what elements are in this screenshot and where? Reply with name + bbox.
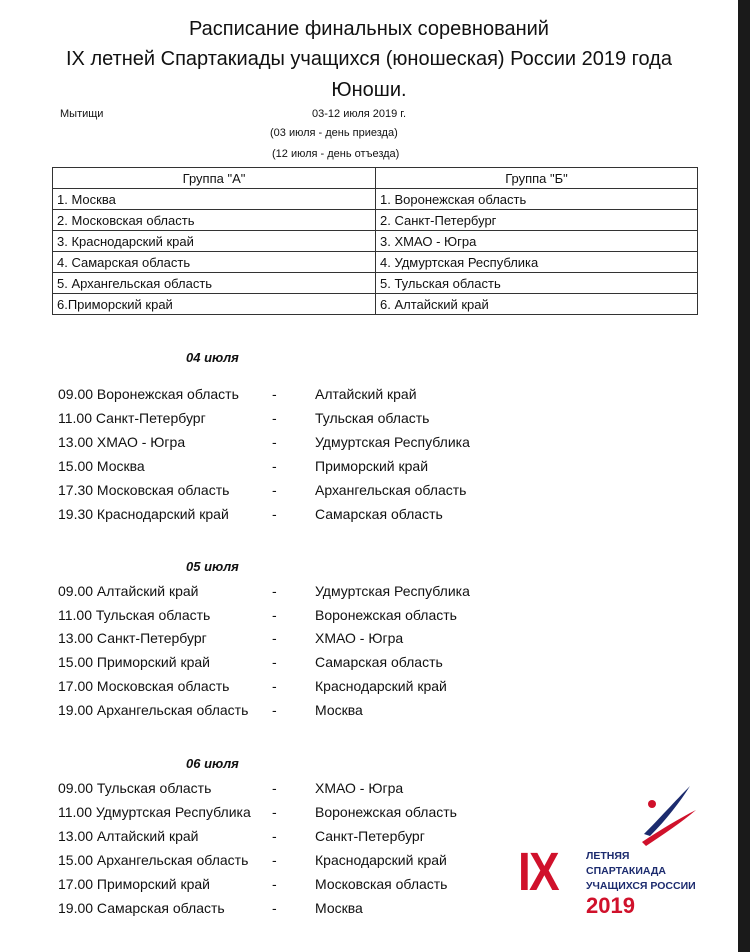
group-a-team: 4. Самарская область bbox=[53, 252, 376, 273]
match-dash: - bbox=[272, 482, 277, 498]
match-dash: - bbox=[272, 780, 277, 796]
group-b-team: 1. Воронежская область bbox=[376, 189, 698, 210]
match-dash: - bbox=[272, 804, 277, 820]
match-home: 17.00 Приморский край bbox=[58, 876, 210, 892]
logo-numeral: IX bbox=[518, 842, 558, 902]
group-b-team: 2. Санкт-Петербург bbox=[376, 210, 698, 231]
group-b-team: 5. Тульская область bbox=[376, 273, 698, 294]
match-row bbox=[58, 604, 518, 626]
title-line-1: Расписание финальных соревнований bbox=[189, 18, 549, 40]
match-away: Удмуртская Республика bbox=[315, 434, 470, 450]
match-row bbox=[58, 580, 518, 602]
match-away: ХМАО - Югра bbox=[315, 630, 404, 646]
day-label: 04 июля bbox=[186, 350, 239, 365]
match-row bbox=[58, 777, 518, 799]
table-row bbox=[53, 252, 698, 273]
match-away: ХМАО - Югра bbox=[315, 780, 404, 796]
match-row bbox=[58, 825, 518, 847]
match-home: 11.00 Тульская область bbox=[58, 607, 211, 623]
match-away: Самарская область bbox=[315, 654, 443, 670]
group-b-team: 3. ХМАО - Югра bbox=[376, 231, 698, 252]
match-away: Удмуртская Республика bbox=[315, 583, 470, 599]
match-dash: - bbox=[272, 654, 277, 670]
logo-text-line-1: ЛЕТНЯЯ bbox=[586, 850, 630, 862]
match-dash: - bbox=[272, 386, 277, 402]
match-home: 13.00 ХМАО - Югра bbox=[58, 434, 186, 450]
day-label: 06 июля bbox=[186, 756, 239, 771]
match-row bbox=[58, 503, 518, 525]
match-dash: - bbox=[272, 630, 277, 646]
spartakiad-logo bbox=[518, 778, 708, 928]
match-dash: - bbox=[272, 828, 277, 844]
title-line-2: IX летней Спартакиады учащихся (юношеская) России 2019 года bbox=[66, 48, 672, 70]
table-row bbox=[53, 273, 698, 294]
group-a-team: 2. Московская область bbox=[53, 210, 376, 231]
match-dash: - bbox=[272, 702, 277, 718]
match-away: Краснодарский край bbox=[315, 852, 447, 868]
title-line-3: Юноши. bbox=[331, 79, 407, 101]
match-away: Краснодарский край bbox=[315, 678, 447, 694]
match-row bbox=[58, 431, 518, 453]
match-row bbox=[58, 455, 518, 477]
match-home: 15.00 Приморский край bbox=[58, 654, 210, 670]
match-row bbox=[58, 897, 518, 919]
match-dash: - bbox=[272, 876, 277, 892]
arrival-note: (03 июля - день приезда) bbox=[270, 127, 398, 139]
logo-text-line-2: СПАРТАКИАДА bbox=[586, 865, 666, 877]
group-b-team: 4. Удмуртская Республика bbox=[376, 252, 698, 273]
match-row bbox=[58, 651, 518, 673]
match-row bbox=[58, 699, 518, 721]
departure-note: (12 июля - день отъезда) bbox=[272, 148, 400, 160]
match-dash: - bbox=[272, 852, 277, 868]
match-row bbox=[58, 849, 518, 871]
match-away: Санкт-Петербург bbox=[315, 828, 425, 844]
match-home: 09.00 Алтайский край bbox=[58, 583, 199, 599]
table-row bbox=[53, 210, 698, 231]
match-away: Воронежская область bbox=[315, 804, 457, 820]
group-a-team: 1. Москва bbox=[53, 189, 376, 210]
match-dash: - bbox=[272, 900, 277, 916]
match-row bbox=[58, 675, 518, 697]
match-away: Алтайский край bbox=[315, 386, 417, 402]
match-home: 19.00 Архангельская область bbox=[58, 702, 249, 718]
match-dash: - bbox=[272, 583, 277, 599]
group-b-header: Группа "Б" bbox=[376, 168, 698, 189]
match-away: Московская область bbox=[315, 876, 448, 892]
group-a-team: 3. Краснодарский край bbox=[53, 231, 376, 252]
table-row bbox=[53, 189, 698, 210]
match-home: 09.00 Тульская область bbox=[58, 780, 212, 796]
match-dash: - bbox=[272, 506, 277, 522]
match-row bbox=[58, 801, 518, 823]
match-dash: - bbox=[272, 678, 277, 694]
group-b-team: 6. Алтайский край bbox=[376, 294, 698, 315]
match-home: 15.00 Москва bbox=[58, 458, 145, 474]
group-a-team: 6.Приморский край bbox=[53, 294, 376, 315]
match-home: 19.30 Краснодарский край bbox=[58, 506, 229, 522]
match-dash: - bbox=[272, 434, 277, 450]
venue-city: Мытищи bbox=[60, 108, 104, 120]
match-home: 17.30 Московская область bbox=[58, 482, 230, 498]
match-home: 13.00 Санкт-Петербург bbox=[58, 630, 207, 646]
match-home: 11.00 Санкт-Петербург bbox=[58, 410, 206, 426]
group-a-team: 5. Архангельская область bbox=[53, 273, 376, 294]
match-home: 09.00 Воронежская область bbox=[58, 386, 239, 402]
match-home: 17.00 Московская область bbox=[58, 678, 230, 694]
logo-year: 2019 bbox=[586, 893, 635, 918]
match-row bbox=[58, 873, 518, 895]
match-away: Москва bbox=[315, 900, 363, 916]
match-away: Воронежская область bbox=[315, 607, 457, 623]
match-row bbox=[58, 407, 518, 429]
logo-text-line-3: УЧАЩИХСЯ РОССИИ bbox=[586, 880, 696, 892]
match-home: 15.00 Архангельская область bbox=[58, 852, 249, 868]
match-dash: - bbox=[272, 458, 277, 474]
day-label: 05 июля bbox=[186, 559, 239, 574]
groups-header-row bbox=[53, 168, 698, 189]
table-row bbox=[53, 231, 698, 252]
table-row bbox=[53, 294, 698, 315]
swoosh-icon bbox=[518, 778, 708, 848]
group-a-header: Группа "А" bbox=[53, 168, 376, 189]
match-away: Приморский край bbox=[315, 458, 429, 474]
match-away: Москва bbox=[315, 702, 363, 718]
match-row bbox=[58, 383, 518, 405]
match-home: 19.00 Самарская область bbox=[58, 900, 225, 916]
groups-table bbox=[52, 167, 698, 315]
match-row bbox=[58, 479, 518, 501]
match-away: Архангельская область bbox=[315, 482, 467, 498]
match-row bbox=[58, 627, 518, 649]
event-dates: 03-12 июля 2019 г. bbox=[312, 108, 407, 120]
match-away: Тульская область bbox=[315, 410, 430, 426]
match-home: 11.00 Удмуртская Республика bbox=[58, 804, 251, 820]
match-dash: - bbox=[272, 607, 277, 623]
match-away: Самарская область bbox=[315, 506, 443, 522]
match-dash: - bbox=[272, 410, 277, 426]
match-home: 13.00 Алтайский край bbox=[58, 828, 199, 844]
